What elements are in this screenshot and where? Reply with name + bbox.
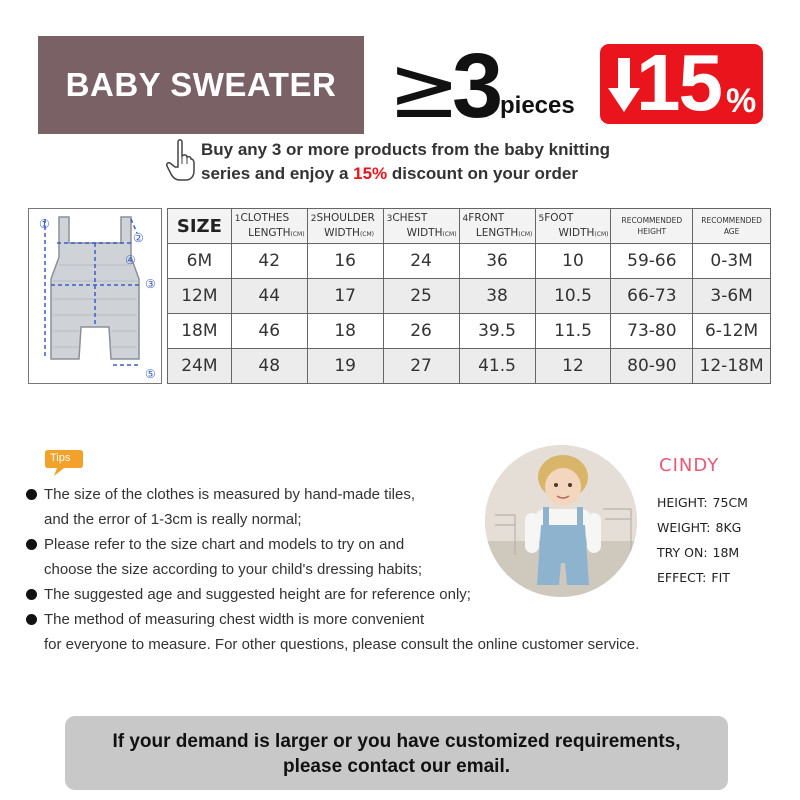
table-row xyxy=(168,349,771,384)
stat-value: 75CM xyxy=(712,495,748,510)
tips-label: Tips xyxy=(50,452,71,464)
cell-foot-width: 11.5 xyxy=(535,314,611,349)
promo-quantity: 3 xyxy=(452,35,504,137)
stat-label: EFFECT: xyxy=(657,570,707,585)
child-model-illustration xyxy=(485,445,637,597)
tip-line: The size of the clothes is measured by hand-made tiles, xyxy=(44,486,416,503)
diagram-marker-2: ② xyxy=(133,231,144,245)
cell-recommended-height: 66-73 xyxy=(611,279,693,314)
promo-line-1: Buy any 3 or more products from the baby knitting xyxy=(201,140,610,159)
header-line2: WIDTH xyxy=(558,226,595,239)
cell-clothes-length: 44 xyxy=(231,279,307,314)
cell-recommended-age: 0-3M xyxy=(693,244,771,279)
header-unit: (CM) xyxy=(594,230,609,238)
size-chart-table xyxy=(167,208,771,384)
cell-shoulder-width: 19 xyxy=(307,349,383,384)
model-stats xyxy=(657,490,748,590)
table-row xyxy=(168,279,771,314)
cell-size: 12M xyxy=(168,279,232,314)
bullet-icon xyxy=(26,614,37,625)
cell-foot-width: 12 xyxy=(535,349,611,384)
header-recommended-height xyxy=(611,209,693,244)
cell-chest-width: 25 xyxy=(383,279,459,314)
tips-badge xyxy=(44,448,84,478)
promo-greater-equal-symbol: ≥ xyxy=(388,38,461,138)
header-line1: RECOMMENDED xyxy=(621,216,683,225)
header-num: 4 xyxy=(462,213,469,224)
tip-line: choose the size according to your child's dressing habits; xyxy=(44,561,423,578)
stat-try-on xyxy=(657,540,748,565)
diagram-marker-4: ④ xyxy=(125,253,136,267)
model-name: CINDY xyxy=(659,455,720,476)
discount-value: 15 xyxy=(636,44,721,124)
header-size: SIZE xyxy=(168,209,232,244)
page-title: BABY SWEATER xyxy=(65,66,337,103)
stat-label: WEIGHT: xyxy=(657,520,711,535)
header-clothes-length xyxy=(231,209,307,244)
header-line2: HEIGHT xyxy=(637,227,667,236)
pointing-hand-icon xyxy=(165,138,195,184)
promo-highlight: 15% xyxy=(353,164,388,183)
header-num: 1 xyxy=(234,213,241,224)
header-line2: AGE xyxy=(723,227,740,236)
cell-recommended-height: 73-80 xyxy=(611,314,693,349)
tip-line: and the error of 1-3cm is really normal; xyxy=(44,511,302,528)
cell-front-length: 39.5 xyxy=(459,314,535,349)
header-line1: FRONT xyxy=(468,211,505,224)
promo-line-2-prefix: series and enjoy a xyxy=(201,164,354,183)
list-item xyxy=(24,582,724,607)
table-row xyxy=(168,314,771,349)
cell-foot-width: 10.5 xyxy=(535,279,611,314)
cell-size: 6M xyxy=(168,244,232,279)
stat-label: HEIGHT: xyxy=(657,495,708,510)
bullet-icon xyxy=(26,589,37,600)
header-recommended-age xyxy=(693,209,771,244)
header-unit: (CM) xyxy=(290,230,305,238)
cell-chest-width: 27 xyxy=(383,349,459,384)
promo-line-2 xyxy=(201,162,641,186)
header-line2: WIDTH xyxy=(324,226,360,239)
list-item xyxy=(24,607,724,657)
cell-recommended-height: 80-90 xyxy=(611,349,693,384)
contact-line-1: If your demand is larger or you have customized requirements, xyxy=(112,731,681,752)
header-num: 3 xyxy=(386,213,393,224)
header-line1: RECOMMENDED xyxy=(701,216,762,225)
header-num: 2 xyxy=(310,213,317,224)
cell-foot-width: 10 xyxy=(535,244,611,279)
header-num: 5 xyxy=(538,213,545,224)
promo-line-2-suffix: discount on your order xyxy=(387,164,578,183)
contact-banner xyxy=(65,716,728,790)
header-line1: FOOT xyxy=(544,211,574,224)
cell-shoulder-width: 16 xyxy=(307,244,383,279)
diagram-marker-3: ③ xyxy=(145,277,156,291)
cell-recommended-age: 6-12M xyxy=(693,314,771,349)
cell-shoulder-width: 18 xyxy=(307,314,383,349)
header-shoulder-width xyxy=(307,209,383,244)
cell-clothes-length: 48 xyxy=(231,349,307,384)
contact-line-2: please contact our email. xyxy=(282,756,511,777)
diagram-marker-1: ① xyxy=(39,217,50,231)
cell-front-length: 41.5 xyxy=(459,349,535,384)
stat-value: 8KG xyxy=(715,520,742,535)
table-row xyxy=(168,244,771,279)
cell-chest-width: 24 xyxy=(383,244,459,279)
header-front-length xyxy=(459,209,535,244)
cell-front-length: 36 xyxy=(459,244,535,279)
tip-line: The method of measuring chest width is more convenient xyxy=(44,611,425,628)
cell-front-length: 38 xyxy=(459,279,535,314)
cell-clothes-length: 42 xyxy=(231,244,307,279)
tip-line: for everyone to measure. For other questions, please consult the online customer service. xyxy=(44,636,640,653)
stat-height xyxy=(657,490,748,515)
header-line1: CHEST xyxy=(392,211,428,224)
header-line2: WIDTH xyxy=(406,226,443,239)
romper-measurement-diagram xyxy=(28,208,162,384)
stat-weight xyxy=(657,515,748,540)
header-line2: LENGTH xyxy=(475,226,519,239)
cell-recommended-age: 3-6M xyxy=(693,279,771,314)
cell-recommended-height: 59-66 xyxy=(611,244,693,279)
bullet-icon xyxy=(26,539,37,550)
header-line1: CLOTHES xyxy=(240,211,290,224)
cell-shoulder-width: 17 xyxy=(307,279,383,314)
stat-value: 18M xyxy=(712,545,740,560)
model-photo xyxy=(485,445,637,597)
bullet-icon xyxy=(26,489,37,500)
header-unit: (CM) xyxy=(518,230,533,238)
promo-description xyxy=(201,138,641,186)
stat-label: TRY ON: xyxy=(657,545,708,560)
cell-clothes-length: 46 xyxy=(231,314,307,349)
discount-badge xyxy=(600,44,763,124)
tip-line: The suggested age and suggested height are for reference only; xyxy=(44,586,471,603)
cell-chest-width: 26 xyxy=(383,314,459,349)
cell-size: 18M xyxy=(168,314,232,349)
header-foot-width xyxy=(535,209,611,244)
header-chest-width xyxy=(383,209,459,244)
table-header-row xyxy=(168,209,771,244)
stat-value: FIT xyxy=(711,570,730,585)
header-line2: LENGTH xyxy=(248,226,291,239)
header-unit: (CM) xyxy=(442,230,457,238)
cell-size: 24M xyxy=(168,349,232,384)
header-line1: SHOULDER xyxy=(316,211,375,224)
tip-line: Please refer to the size chart and models to try on and xyxy=(44,536,405,553)
cell-recommended-age: 12-18M xyxy=(693,349,771,384)
discount-percent-sign: % xyxy=(726,82,757,120)
promo-unit: pieces xyxy=(500,92,575,119)
diagram-marker-5: ⑤ xyxy=(145,367,156,381)
header-unit: (CM) xyxy=(359,230,374,238)
stat-effect xyxy=(657,565,748,590)
title-banner xyxy=(38,36,364,134)
